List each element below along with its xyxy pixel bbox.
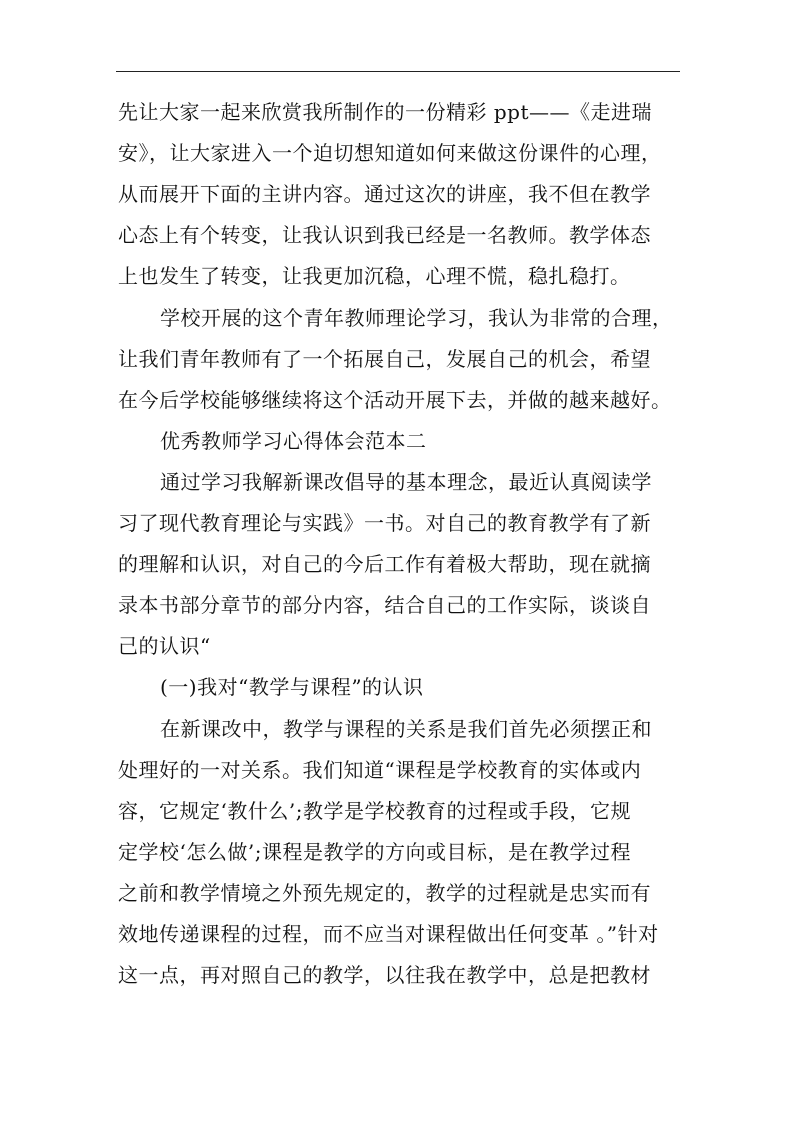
text-line: 之前和教学情境之外预先规定的，教学的过程就是忠实而有 xyxy=(118,881,651,905)
text-line: 从而展开下面的主讲内容。通过这次的讲座，我不但在教学 xyxy=(118,182,651,206)
text-line: 这一点，再对照自己的教学，以往我在教学中，总是把教材 xyxy=(118,963,651,987)
paragraph-first-line: 在新课改中，教学与课程的关系是我们首先必须摆正和 xyxy=(160,717,652,741)
text-line: 容，它规定‘教什么’;教学是学校教育的过程或手段，它规 xyxy=(118,799,631,823)
text-line: 的理解和认识，对自己的今后工作有着极大帮助，现在就摘 xyxy=(118,552,651,576)
text-line: 安》，让大家进入一个迫切想知道如何来做这份课件的心理， xyxy=(118,141,662,165)
paragraph-first-line: 学校开展的这个青年教师理论学习，我认为非常的合理， xyxy=(160,306,673,330)
subsection-heading: (一)我对“教学与课程”的认识 xyxy=(160,675,424,699)
text-line: 习了现代教育理论与实践》一书。对自己的教育教学有了新 xyxy=(118,511,651,535)
text-line: 定学校‘怎么做’;课程是教学的方向或目标，是在教学过程 xyxy=(118,840,631,864)
text-line: 先让大家一起来欣赏我所制作的一份精彩 ppt——《走进瑞 xyxy=(118,100,652,124)
text-line: 己的认识“ xyxy=(118,634,211,658)
section-heading: 优秀教师学习心得体会范本二 xyxy=(160,429,427,453)
text-line: 心态上有个转变，让我认识到我已经是一名教师。教学体态 xyxy=(118,223,651,247)
text-line: 上也发生了转变，让我更加沉稳，心理不慌，稳扎稳打。 xyxy=(118,264,631,288)
text-line: 录本书部分章节的部分内容，结合自己的工作实际，谈谈自 xyxy=(118,593,651,617)
paragraph-first-line: 通过学习我解新课改倡导的基本理念，最近认真阅读学 xyxy=(160,470,652,494)
header-rule xyxy=(116,71,680,72)
text-line: 处理好的一对关系。我们知道“课程是学校教育的实体或内 xyxy=(118,758,642,782)
text-line: 让我们青年教师有了一个拓展自己，发展自己的机会，希望 xyxy=(118,347,651,371)
text-line: 效地传递课程的过程，而不应当对课程做出任何变革 。”针对 xyxy=(118,922,659,946)
text-line: 在今后学校能够继续将这个活动开展下去，并做的越来越好。 xyxy=(118,388,672,412)
